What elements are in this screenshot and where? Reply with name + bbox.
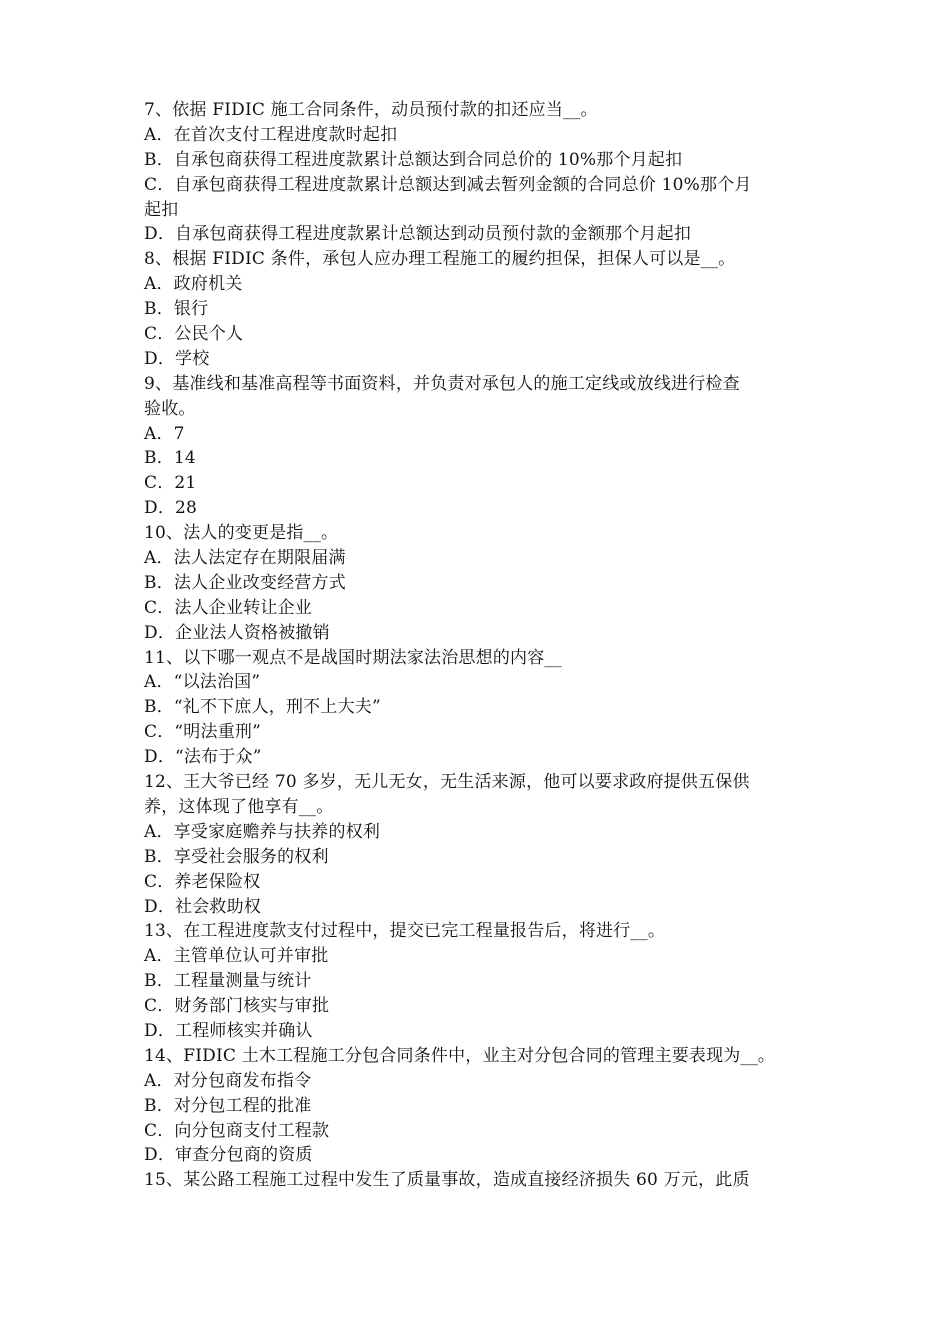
question-11-option-b: B．“礼不下庶人，刑不上大夫” xyxy=(144,697,381,718)
question-8-option-a: A．政府机关 xyxy=(144,274,243,295)
question-7-option-c: C．自承包商获得工程进度款累计总额达到减去暂列金额的合同总价 10%那个月 xyxy=(144,174,752,195)
question-7-option-b: B．自承包商获得工程进度款累计总额达到合同总价的 10%那个月起扣 xyxy=(144,149,683,170)
question-14-option-d: D．审查分包商的资质 xyxy=(144,1145,313,1166)
question-13-option-a: A．主管单位认可并审批 xyxy=(144,946,329,967)
question-9-option-d: D．28 xyxy=(144,498,198,519)
question-10-option-a: A．法人法定存在期限届满 xyxy=(144,548,346,569)
question-12-stem: 12、王大爷已经 70 多岁，无儿无女，无生活来源，他可以要求政府提供五保供 xyxy=(144,772,750,793)
question-10-option-d: D．企业法人资格被撤销 xyxy=(144,622,330,643)
question-7-option-a: A．在首次支付工程进度款时起扣 xyxy=(144,124,398,145)
question-13-option-c: C．财务部门核实与审批 xyxy=(144,996,330,1017)
question-9-stem: 9、基准线和基准高程等书面资料，并负责对承包人的施工定线或放线进行检查 xyxy=(144,373,740,394)
question-7-option-c-continued: 起扣 xyxy=(144,199,179,220)
question-11-stem: 11、以下哪一观点不是战国时期法家法治思想的内容__ xyxy=(144,647,562,668)
question-10-option-b: B．法人企业改变经营方式 xyxy=(144,572,346,593)
question-14-option-c: C．向分包商支付工程款 xyxy=(144,1120,330,1141)
question-8-option-b: B．银行 xyxy=(144,299,209,320)
question-11-option-d: D．“法布于众” xyxy=(144,747,262,768)
question-13-stem: 13、在工程进度款支付过程中，提交已完工程量报告后，将进行__。 xyxy=(144,921,666,942)
question-12-option-a: A．享受家庭赡养与扶养的权利 xyxy=(144,821,381,842)
question-12-option-b: B．享受社会服务的权利 xyxy=(144,846,329,867)
question-7-option-d: D．自承包商获得工程进度款累计总额达到动员预付款的金额那个月起扣 xyxy=(144,224,692,245)
question-15-stem: 15、某公路工程施工过程中发生了质量事故，造成直接经济损失 60 万元，此质 xyxy=(144,1170,750,1191)
question-9-stem-continued: 验收。 xyxy=(144,398,196,419)
question-9-option-c: C．21 xyxy=(144,473,197,494)
question-13-option-d: D．工程师核实并确认 xyxy=(144,1020,313,1041)
question-10-option-c: C．法人企业转让企业 xyxy=(144,597,313,618)
question-text-block xyxy=(144,98,810,1193)
question-12-stem-continued: 养，这体现了他享有__。 xyxy=(144,796,334,817)
question-12-option-d: D．社会救助权 xyxy=(144,896,262,917)
question-14-option-b: B．对分包工程的批准 xyxy=(144,1095,312,1116)
question-11-option-c: C．“明法重刑” xyxy=(144,722,261,743)
question-9-option-b: B．14 xyxy=(144,448,196,469)
question-8-option-c: C．公民个人 xyxy=(144,324,244,345)
question-8-option-d: D．学校 xyxy=(144,348,210,369)
question-7-stem: 7、依据 FIDIC 施工合同条件，动员预付款的扣还应当__。 xyxy=(144,100,598,120)
question-8-stem: 8、根据 FIDIC 条件，承包人应办理工程施工的履约担保，担保人可以是__。 xyxy=(144,249,736,270)
question-13-option-b: B．工程量测量与统计 xyxy=(144,971,312,992)
question-9-option-a: A．7 xyxy=(144,423,185,444)
question-14-option-a: A．对分包商发布指令 xyxy=(144,1070,312,1091)
question-12-option-c: C．养老保险权 xyxy=(144,871,261,892)
question-14-stem: 14、FIDIC 土木工程施工分包合同条件中，业主对分包合同的管理主要表现为__。 xyxy=(144,1045,776,1066)
question-11-option-a: A．“以法治国” xyxy=(144,672,261,693)
question-10-stem: 10、法人的变更是指__。 xyxy=(144,523,339,544)
